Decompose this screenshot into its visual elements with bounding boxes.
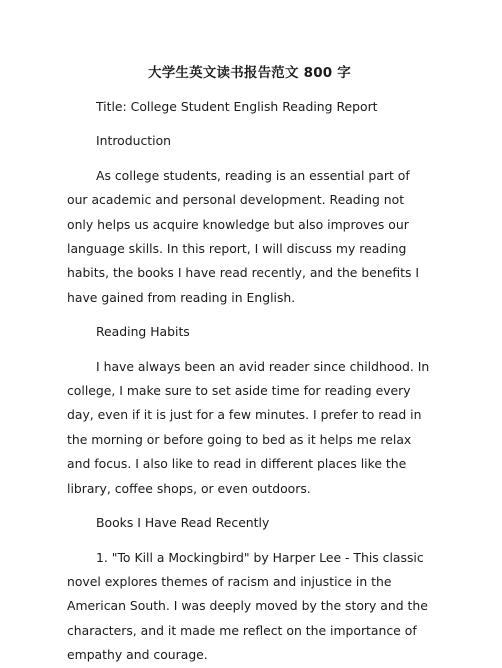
section-heading-introduction: Introduction [96, 133, 172, 149]
paragraph-introduction: As college students, reading is an essential part of our academic and personal development. Reading not only helps us acquire knowledge but also improves our language skills. In this report, I will discuss my reading habits, the books I have read recently, and the benefits I have gained from reading in English. [67, 167, 420, 305]
paragraph-book-1: 1. "To Kill a Mockingbird" by Harper Lee - This classic novel explores themes of racism and injustice in the American South. I was deeply moved by the story and the characters, and it made me reflect on the importance of empathy and courage. [67, 549, 428, 663]
section-heading-reading-habits: Reading Habits [96, 324, 190, 340]
section-heading-books-read: Books I Have Read Recently [96, 515, 270, 531]
paragraph-reading-habits: I have always been an avid reader since childhood. In college, I make sure to set aside time for reading every day, even if it is just for a few minutes. I prefer to read in the morning or before going to bed as it helps me relax and focus. I also like to read in different places like the library, coffee shops, or even outdoors. [67, 358, 430, 496]
document-title: 大学生英文读书报告范文 800 字 [148, 65, 351, 81]
report-title-line: Title: College Student English Reading Report [96, 99, 378, 114]
